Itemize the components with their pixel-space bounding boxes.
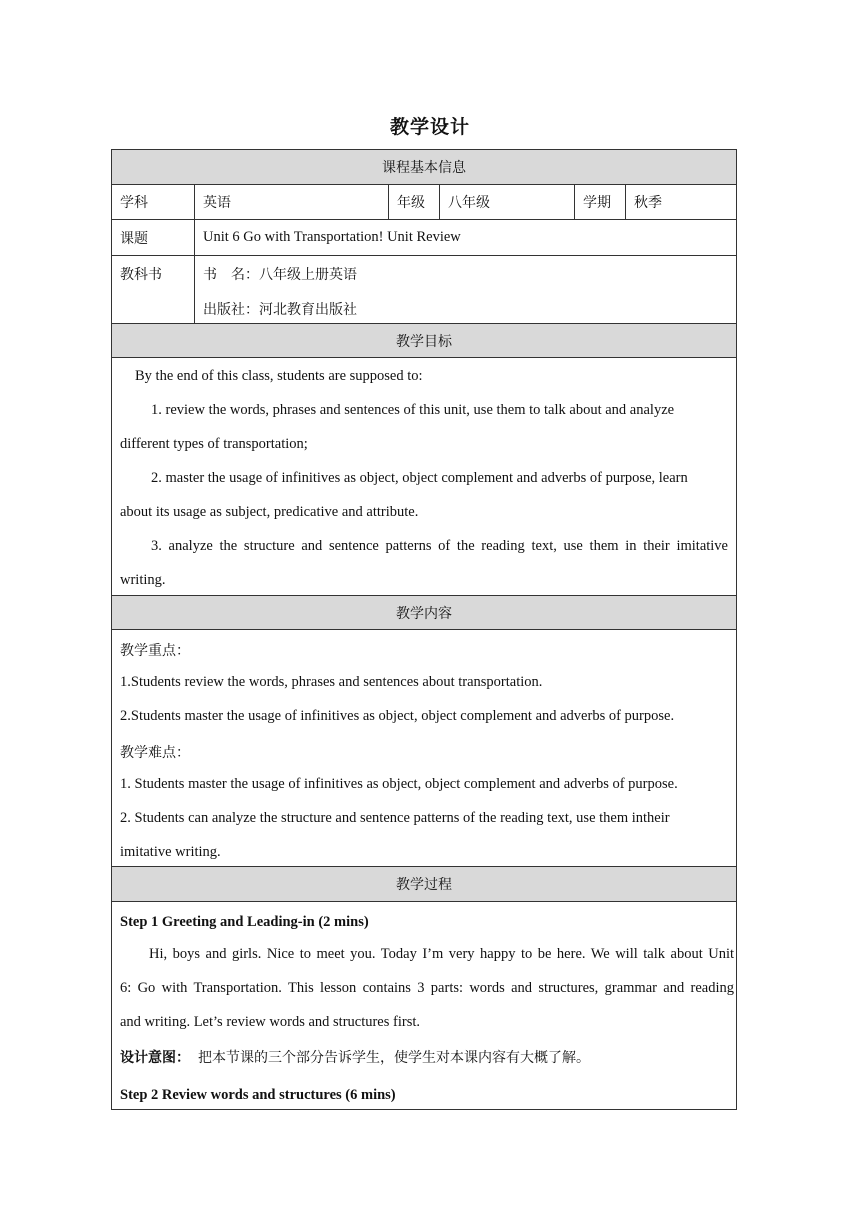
section-header-process: 教学过程 <box>112 867 736 902</box>
grade-value: 八年级 <box>439 185 574 219</box>
goal-2-line-2: about its usage as subject, predicative and attribute. <box>120 504 419 520</box>
subject-value: 英语 <box>194 185 388 219</box>
document-title: 教学设计 <box>389 116 470 138</box>
design-intent <box>120 1047 732 1067</box>
book-name: 书 名：八年级上册英语 <box>203 267 357 283</box>
difficult-point-1: 1. Students master the usage of infinitives as object, object complement and adverbs of purpose. <box>120 776 678 792</box>
section-header-basic-info: 课程基本信息 <box>112 150 736 185</box>
topic-label: 课题 <box>120 230 148 247</box>
topic-value: Unit 6 Go with Transportation! Unit Review <box>194 220 736 255</box>
section-header-goals: 教学目标 <box>112 324 736 358</box>
textbook-details <box>194 256 736 323</box>
step-2-title: Step 2 Review words and structures (6 mins) <box>120 1087 396 1103</box>
term-value: 秋季 <box>625 185 736 219</box>
difficult-point-2-line-1: 2. Students can analyze the structure and sentence patterns of the reading text, use them intheir <box>120 810 670 826</box>
difficult-point-2-line-2: imitative writing. <box>120 844 221 860</box>
content-block <box>112 630 736 867</box>
term-label: 学期 <box>574 185 625 219</box>
process-block <box>112 902 736 1109</box>
goals-intro: By the end of this class, students are supposed to: <box>135 368 423 384</box>
publisher: 出版社：河北教育出版社 <box>203 302 357 318</box>
goal-1-line-1: 1. review the words, phrases and sentences of this unit, use them to talk about and analyze <box>151 402 675 418</box>
goal-2-line-1: 2. master the usage of infinitives as object, object complement and adverbs of purpose, learn <box>151 470 688 486</box>
step-1-paragraph-line-3: and writing. Let’s review words and structures first. <box>120 1014 420 1030</box>
subject-label: 学科 <box>120 195 148 211</box>
textbook-label: 教科书 <box>120 267 162 283</box>
step-1-paragraph-line-1: Hi, boys and girls. Nice to meet you. Today I’m very happy to be here. We will talk about Unit <box>149 946 734 962</box>
section-header-content: 教学内容 <box>112 596 736 630</box>
key-points-label: 教学重点： <box>120 643 190 659</box>
goals-block <box>112 358 736 596</box>
step-1-paragraph-line-2: 6: Go with Transportation. This lesson contains 3 parts: words and structures, grammar and reading <box>120 980 734 996</box>
topic-row <box>112 220 736 256</box>
key-point-2: 2.Students master the usage of infinitives as object, object complement and adverbs of purpose. <box>120 708 675 724</box>
grade-label: 年级 <box>388 185 439 219</box>
goal-1-line-2: different types of transportation; <box>120 436 308 452</box>
textbook-row <box>112 256 736 324</box>
design-intent-text: 把本节课的三个部分告诉学生，使学生对本课内容有大概了解。 <box>198 1050 590 1066</box>
key-point-1: 1.Students review the words, phrases and sentences about transportation. <box>120 674 543 690</box>
difficult-points-label: 教学难点： <box>120 745 190 761</box>
design-intent-label: 设计意图： <box>120 1050 190 1066</box>
subject-row <box>112 185 736 220</box>
goal-3-line-1: 3. analyze the structure and sentence patterns of the reading text, use them in their imitative <box>151 538 728 554</box>
step-1-title: Step 1 Greeting and Leading-in (2 mins) <box>120 914 369 930</box>
goal-3-line-2: writing. <box>120 572 166 588</box>
lesson-plan-table <box>111 149 737 1110</box>
